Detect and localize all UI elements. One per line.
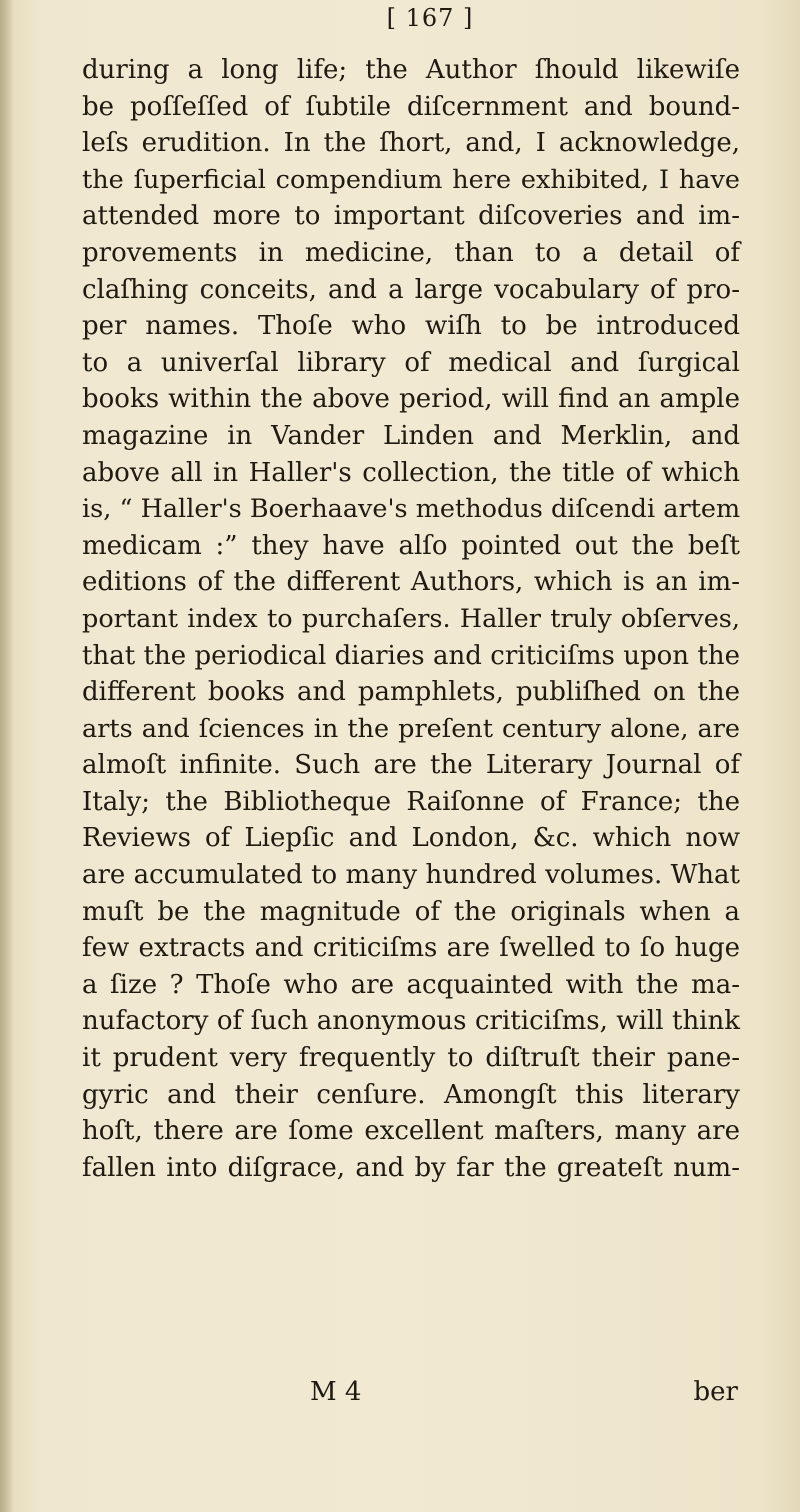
text-line: are accumulated to many hundred volumes. What [82,860,740,891]
text-line: attended more to important diſcoveries and im- [82,201,740,232]
signature-mark: M 4 [310,1377,362,1407]
text-line: muſt be the magnitude of the originals when a [82,896,740,927]
text-line: leſs erudition. In the ſhort, and, I acknowledge, [82,128,740,159]
page-footer [82,1374,740,1410]
text-line: claſhing conceits, and a large vocabulary of pro- [82,274,740,305]
binding-gutter [0,0,14,1512]
text-line: Italy; the Bibliotheque Raiſonne of France; the [82,786,740,817]
text-line: arts and ſciences in the preſent century alone, are [82,713,740,744]
text-line: nufactory of ſuch anonymous criticiſms, will think [82,1006,740,1037]
text-line: magazine in Vander Linden and Merklin, and [82,420,740,451]
text-line: medicam :” they have alſo pointed out the beſt [82,530,740,561]
catchword: ber [693,1377,738,1407]
body-text [82,52,740,1186]
text-line: that the periodical diaries and criticiſms upon the [82,640,740,671]
text-line: be poſſeſſed of ſubtile diſcernment and bound- [82,91,740,122]
text-line: to a univerſal library of medical and ſurgical [82,347,740,378]
text-line: a ſize ? Thoſe who are acquainted with the ma- [82,969,740,1000]
page-number-header: [ 167 ] [386,4,474,32]
text-line: books within the above period, will find an ample [82,384,740,415]
text-line: it prudent very frequently to diſtruſt their pane- [82,1043,740,1074]
text-line: during a long life; the Author ſhould likewiſe [82,55,740,85]
text-line: different books and pamphlets, publiſhed on the [82,677,740,708]
text-line: hoſt, there are ſome excellent maſters, many are [82,1116,740,1147]
text-line: per names. Thoſe who wiſh to be introduced [82,311,740,342]
text-line: editions of the different Authors, which is an im- [82,567,740,598]
text-line: the ſuperficial compendium here exhibited, I have [82,164,740,195]
text-line: above all in Haller's collection, the title of which [82,457,740,488]
text-line: portant index to purchaſers. Haller truly obſerves, [82,603,740,634]
text-line: almoſt infinite. Such are the Literary Journal of [82,750,740,781]
text-line: Reviews of Liepſic and London, &c. which now [82,823,740,854]
text-line: is, “ Haller's Boerhaave's methodus diſcendi artem [82,494,741,525]
text-line: fallen into diſgrace, and by far the greateſt num- [82,1152,740,1183]
text-line: few extracts and criticiſms are ſwelled to ſo huge [82,933,740,964]
text-line: gyric and their cenſure. Amongſt this literary [82,1079,740,1110]
text-line: provements in medicine, than to a detail of [82,237,740,268]
